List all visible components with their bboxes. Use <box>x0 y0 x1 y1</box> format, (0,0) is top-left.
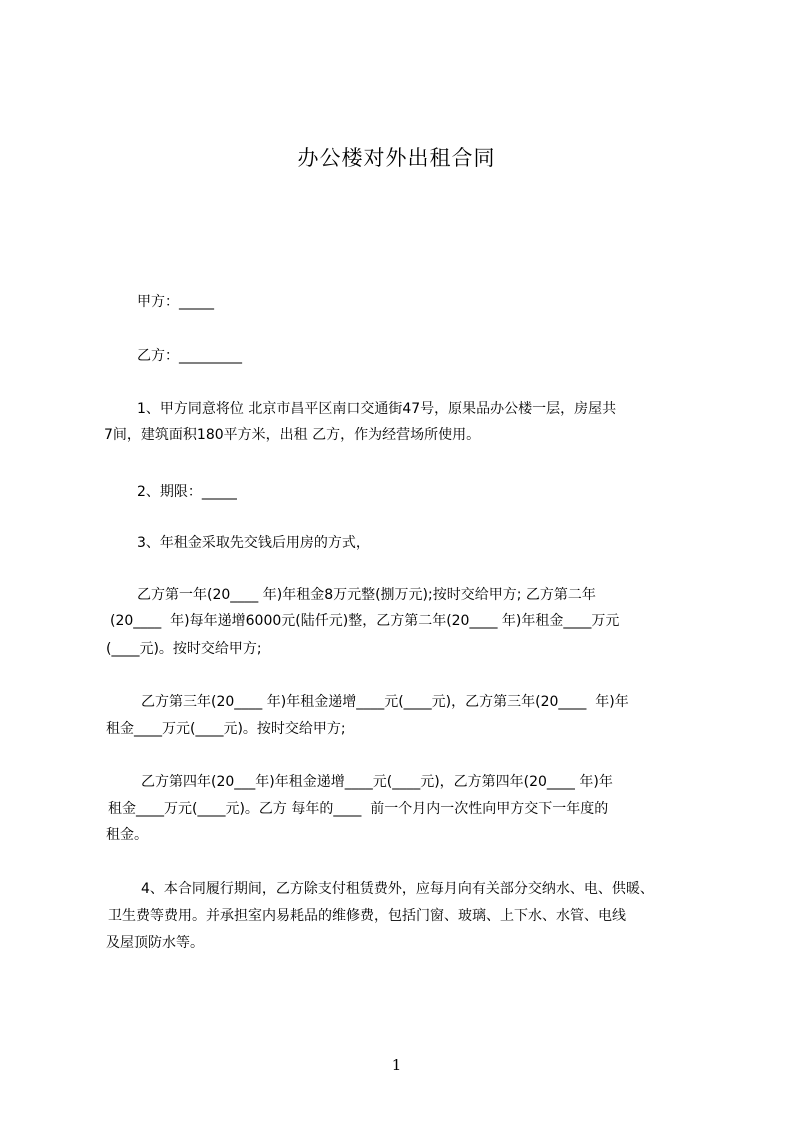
party-a-line: 甲方：_____ <box>137 294 214 310</box>
clause-3-line: 3、年租金采取先交钱后用房的方式， <box>137 535 370 551</box>
rent-years-1-2-line-2: (20____ 年)每年递增6000元(陆仟元)整，乙方第二年(20____ 年)年租金____万元 <box>110 613 620 629</box>
clause-4-line-2: 卫生费等费用。并承担室内易耗品的维修费，包括门窗、玻璃、上下水、水管、电线 <box>108 908 626 924</box>
clause-4-line-1: 4、本合同履行期间，乙方除支付租赁费外，应每月向有关部分交纳水、电、供暖、 <box>141 881 654 897</box>
page-number: 1 <box>391 1056 402 1074</box>
rent-years-1-2-line-3: (____元)。按时交给甲方; <box>106 641 262 657</box>
rent-year-3-line-2: 租金____万元(____元)。按时交给甲方; <box>106 721 346 737</box>
clause-4-line-3: 及屋顶防水等。 <box>106 935 204 951</box>
rent-year-4-line-1: 乙方第四年(20___年)年租金递增____元(____元)，乙方第四年(20____ 年)年 <box>141 774 613 790</box>
page-title: 办公楼对外出租合同 <box>297 146 496 170</box>
rent-year-4-line-3: 租金。 <box>106 827 148 843</box>
clause-1-line-2: 7间，建筑面积180平方米，出租 乙方，作为经营场所使用。 <box>104 427 481 443</box>
rent-year-3-line-1: 乙方第三年(20____ 年)年租金递增____元(____元)，乙方第三年(20____ 年)年 <box>141 694 629 710</box>
clause-1-line-1: 1、甲方同意将位 北京市昌平区南口交通街47号，原果品办公楼一层，房屋共 <box>137 401 617 417</box>
rent-year-4-line-2: 租金____万元(____元)。乙方 每年的____ 前一个月内一次性向甲方交下一年度的 <box>108 801 609 817</box>
clause-2-line: 2、期限：_____ <box>137 484 237 500</box>
rent-years-1-2-line-1: 乙方第一年(20____ 年)年租金8万元整(捌万元);按时交给甲方; 乙方第二年 <box>137 587 596 603</box>
party-b-line: 乙方：_________ <box>137 348 242 364</box>
